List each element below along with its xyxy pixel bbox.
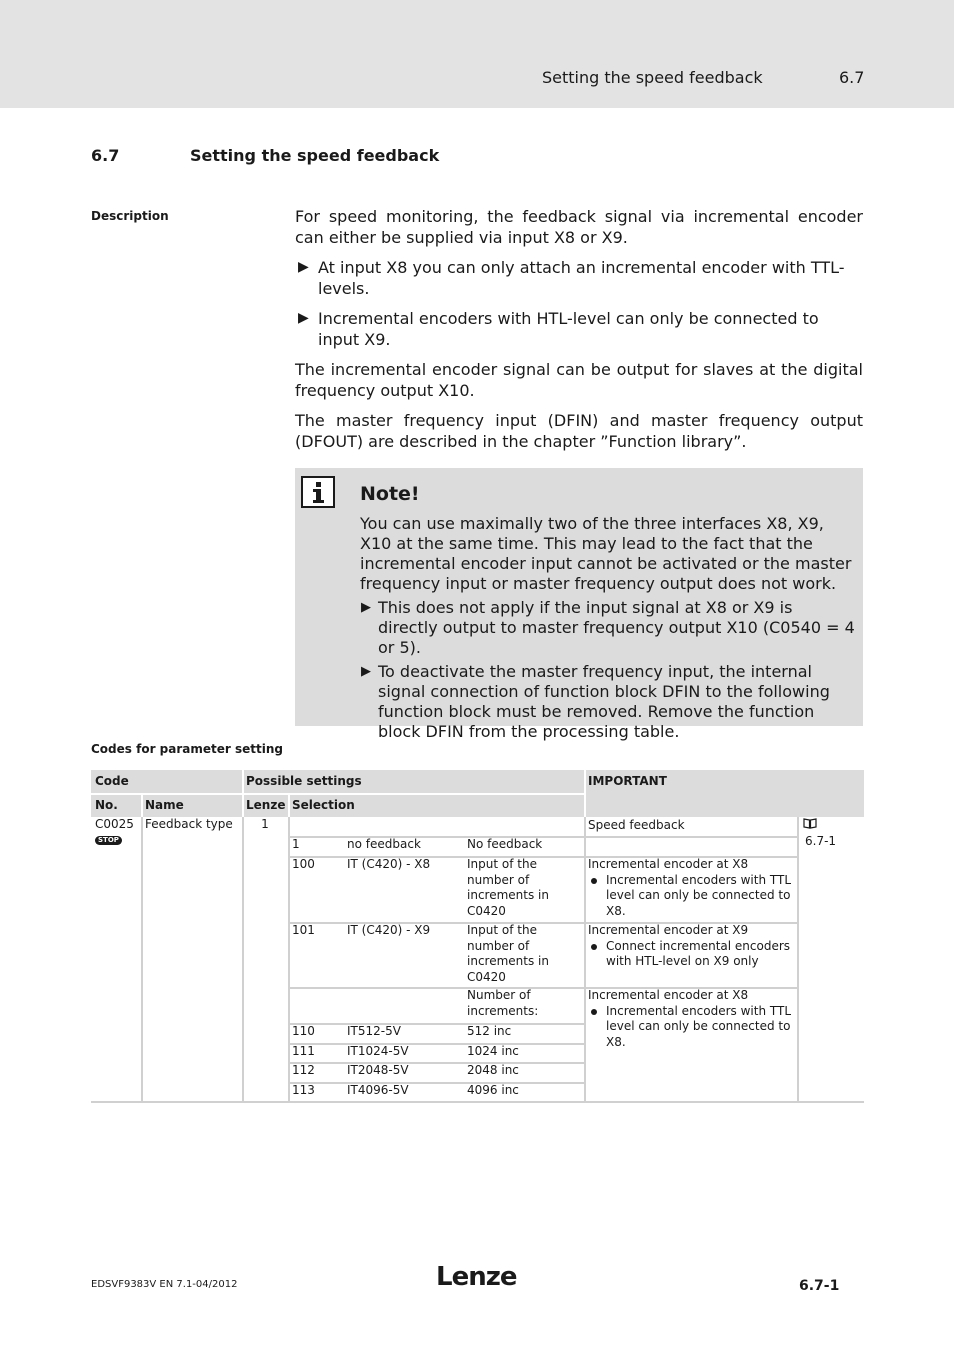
description-paragraph: For speed monitoring, the feedback signal via incremental encoder can either be supplied via input X8 or X9. bbox=[295, 207, 863, 247]
important-note bbox=[584, 923, 797, 970]
section-title: Setting the speed feedback bbox=[190, 146, 440, 165]
note-bullet bbox=[360, 662, 856, 742]
selection-label: no feedback bbox=[347, 837, 421, 851]
description-paragraph: The master frequency input (DFIN) and master frequency output (DFOUT) are described in the chapter ”Function library”. bbox=[295, 411, 863, 451]
lenze-cell: 1 bbox=[261, 817, 269, 831]
selection-code: 101 bbox=[292, 923, 315, 937]
th-selection: Selection bbox=[288, 794, 584, 817]
selection-desc: Input of the number of increments in C0420 bbox=[467, 857, 549, 918]
info-icon bbox=[301, 476, 335, 508]
bullet-text: Incremental encoders with TTL level can only be connected to X8. bbox=[606, 1003, 792, 1049]
bullet-text: Connect incremental encoders with HTL-level on X9 only bbox=[606, 938, 791, 968]
description-paragraph: The incremental encoder signal can be output for slaves at the digital frequency output X10. bbox=[295, 360, 863, 400]
note-text: You can use maximally two of the three interfaces X8, X9, X10 at the same time. This may lead to the fact that the incremental encoder input cannot be activated or the master frequency input or master frequency output does not work. bbox=[360, 514, 852, 593]
important-title: Incremental encoder at X8 bbox=[588, 857, 749, 871]
bullet-text: Incremental encoders with TTL level can only be connected to X8. bbox=[606, 872, 792, 918]
name-cell: Feedback type bbox=[145, 817, 233, 831]
bullet-dot-icon bbox=[591, 1009, 597, 1015]
selection-label: IT (C420) - X9 bbox=[347, 923, 431, 937]
section-number: 6.7 bbox=[91, 146, 120, 165]
selection-desc: 1024 inc bbox=[467, 1044, 519, 1058]
important-bullet bbox=[588, 1004, 793, 1051]
triangle-bullet-icon: ▶ bbox=[298, 310, 309, 326]
selection-desc: Number of increments: bbox=[467, 988, 539, 1018]
selection-desc: Input of the number of increments in C0420 bbox=[467, 923, 549, 984]
important-speed-feedback: Speed feedback bbox=[588, 818, 685, 832]
footer-doc-id: EDSVF9383V EN 7.1-04/2012 bbox=[91, 1279, 238, 1290]
selection-code: 111 bbox=[292, 1044, 315, 1058]
triangle-bullet-icon: ▶ bbox=[298, 259, 309, 275]
bullet-text: Incremental encoders with HTL-level can only be connected to input X9. bbox=[318, 309, 819, 349]
code-cell bbox=[91, 817, 141, 846]
selection-desc: 4096 inc bbox=[467, 1083, 519, 1097]
selection-label: IT (C420) - X8 bbox=[347, 857, 431, 871]
selection-code: 112 bbox=[292, 1063, 315, 1077]
note-bullet bbox=[360, 598, 856, 658]
description-label: Description bbox=[91, 209, 169, 223]
important-title: Incremental encoder at X9 bbox=[588, 923, 749, 937]
important-bullet bbox=[588, 939, 793, 970]
reference-cell bbox=[799, 818, 864, 849]
description-bullet bbox=[295, 308, 863, 350]
important-bullet bbox=[588, 873, 793, 920]
parameter-table bbox=[91, 770, 864, 1103]
selection-code: 100 bbox=[292, 857, 315, 871]
running-header-section: 6.7 bbox=[839, 68, 865, 87]
important-note bbox=[584, 857, 797, 919]
triangle-bullet-icon: ▶ bbox=[361, 664, 371, 679]
important-note bbox=[584, 988, 797, 1050]
stop-icon: STOP bbox=[95, 836, 122, 845]
bullet-text: To deactivate the master frequency input, the internal signal connection of function block DFIN to the following function block must be removed. Remove the function block DFIN from the processing table. bbox=[378, 662, 830, 741]
note-title: Note! bbox=[360, 483, 420, 505]
bullet-text: At input X8 you can only attach an incremental encoder with TTL-levels. bbox=[318, 258, 845, 298]
note-body bbox=[360, 514, 856, 746]
selection-desc: 2048 inc bbox=[467, 1063, 519, 1077]
th-lenze: Lenze bbox=[242, 794, 288, 817]
selection-code: 110 bbox=[292, 1024, 315, 1038]
bullet-dot-icon bbox=[591, 878, 597, 884]
note-box bbox=[295, 468, 863, 741]
triangle-bullet-icon: ▶ bbox=[361, 600, 371, 615]
selection-label: IT512-5V bbox=[347, 1024, 401, 1038]
selection-label: IT1024-5V bbox=[347, 1044, 409, 1058]
bullet-dot-icon bbox=[591, 944, 597, 950]
reference-link[interactable]: 6.7-1 bbox=[805, 833, 837, 848]
footer-page-number: 6.7-1 bbox=[799, 1278, 840, 1294]
important-title: Incremental encoder at X8 bbox=[588, 988, 749, 1002]
th-possible-settings: Possible settings bbox=[242, 770, 584, 794]
selection-label: IT4096-5V bbox=[347, 1083, 409, 1097]
th-no: No. bbox=[91, 794, 141, 817]
th-name: Name bbox=[141, 794, 242, 817]
code-number: C0025 bbox=[95, 817, 134, 831]
selection-desc: 512 inc bbox=[467, 1024, 512, 1038]
selection-code: 113 bbox=[292, 1083, 315, 1097]
selection-code: 1 bbox=[292, 837, 300, 851]
bullet-text: This does not apply if the input signal at X8 or X9 is directly output to master frequency output X10 (C0540 = 4 or 5). bbox=[378, 598, 855, 657]
book-icon bbox=[803, 818, 817, 829]
description-bullet bbox=[295, 257, 863, 299]
selection-label: IT2048-5V bbox=[347, 1063, 409, 1077]
th-code: Code bbox=[91, 770, 242, 794]
th-important: IMPORTANT bbox=[584, 770, 864, 817]
lenze-logo: Lenze bbox=[436, 1262, 517, 1292]
header-band bbox=[0, 0, 954, 108]
params-label: Codes for parameter setting bbox=[91, 742, 283, 756]
selection-desc: No feedback bbox=[467, 837, 543, 851]
running-header-title: Setting the speed feedback bbox=[542, 68, 763, 87]
description-body bbox=[295, 206, 863, 461]
